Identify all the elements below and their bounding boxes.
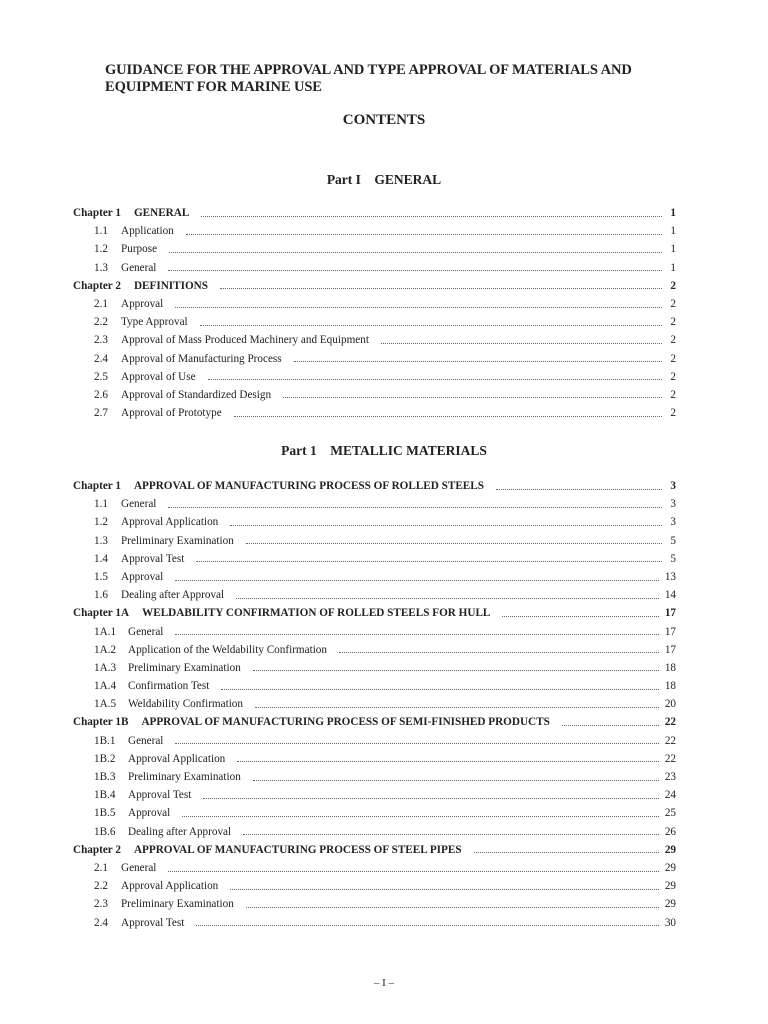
toc-entry-number: 2.2 xyxy=(94,316,108,329)
toc-entry-number: 1.2 xyxy=(94,516,108,529)
toc-entry-title: APPROVAL OF MANUFACTURING PROCESS OF STEEL PIPES xyxy=(133,843,462,856)
toc-section-entry[interactable] xyxy=(73,568,676,586)
toc-chapter-entry[interactable] xyxy=(73,604,676,622)
toc-entry-page: 18 xyxy=(664,680,676,693)
toc-entry-number: 2.2 xyxy=(94,880,108,893)
toc-dot-leader xyxy=(175,303,662,308)
toc-entry-page: 25 xyxy=(664,807,676,820)
toc-entry-title: General xyxy=(121,498,157,511)
toc-entry-number: Chapter 2 xyxy=(73,843,121,856)
toc-dot-leader xyxy=(246,539,662,544)
toc-section-entry[interactable] xyxy=(73,222,676,240)
toc-section-entry[interactable] xyxy=(73,677,676,695)
toc-section-entry[interactable] xyxy=(73,404,676,422)
toc-dot-leader xyxy=(203,794,658,799)
toc-entry-title: WELDABILITY CONFIRMATION OF ROLLED STEELS FOR HULL xyxy=(142,607,491,620)
toc-entry-page: 29 xyxy=(664,880,676,893)
toc-entry-page: 3 xyxy=(670,516,676,529)
toc-chapter-entry[interactable] xyxy=(73,277,676,295)
toc-entry-number: 1.2 xyxy=(94,243,108,256)
toc-entry-title: Approval of Standardized Design xyxy=(121,388,272,401)
toc-part-metallic xyxy=(73,477,676,932)
toc-entry-number: 1.1 xyxy=(94,225,108,238)
toc-entry-title: Approval xyxy=(128,807,171,820)
toc-dot-leader xyxy=(175,630,658,635)
toc-entry-number: 1A.4 xyxy=(94,680,117,693)
toc-entry-page: 17 xyxy=(664,607,676,620)
toc-entry-title: GENERAL xyxy=(133,207,190,219)
toc-dot-leader xyxy=(283,393,662,398)
toc-entry-title: Confirmation Test xyxy=(128,680,210,693)
toc-section-entry[interactable] xyxy=(73,623,676,641)
toc-entry-number: 2.7 xyxy=(94,407,108,420)
toc-entry-title: Approval Application xyxy=(121,516,219,529)
toc-entry-page: 1 xyxy=(670,243,676,256)
toc-dot-leader xyxy=(502,612,658,617)
toc-entry-page: 18 xyxy=(664,661,676,674)
toc-entry-page: 17 xyxy=(664,643,676,656)
toc-entry-number: 1B.2 xyxy=(94,752,116,765)
toc-entry-number: 1A.3 xyxy=(94,661,117,674)
toc-section-entry[interactable] xyxy=(73,823,676,841)
toc-section-entry[interactable] xyxy=(73,331,676,349)
toc-dot-leader xyxy=(246,903,659,908)
toc-entry-number: 1B.4 xyxy=(94,789,116,802)
toc-entry-page: 1 xyxy=(670,207,676,219)
toc-section-entry[interactable] xyxy=(73,914,676,932)
toc-dot-leader xyxy=(496,485,662,490)
toc-entry-page: 17 xyxy=(664,625,676,638)
toc-section-entry[interactable] xyxy=(73,586,676,604)
toc-entry-page: 5 xyxy=(670,552,676,565)
toc-entry-title: Approval xyxy=(121,570,164,583)
toc-entry-number: 2.5 xyxy=(94,370,108,383)
toc-section-entry[interactable] xyxy=(73,532,676,550)
toc-entry-title: Approval Application xyxy=(128,752,226,765)
toc-dot-leader xyxy=(182,812,659,817)
toc-entry-title: Preliminary Examination xyxy=(121,534,234,547)
toc-dot-leader xyxy=(253,776,659,781)
toc-section-entry[interactable] xyxy=(73,550,676,568)
toc-dot-leader xyxy=(169,248,662,253)
toc-dot-leader xyxy=(562,721,659,726)
toc-dot-leader xyxy=(474,848,659,853)
toc-entry-page: 29 xyxy=(664,861,676,874)
toc-section-entry[interactable] xyxy=(73,368,676,386)
toc-section-entry[interactable] xyxy=(73,513,676,531)
toc-entry-number: Chapter 1 xyxy=(73,480,121,492)
toc-entry-title: General xyxy=(128,625,164,638)
toc-dot-leader xyxy=(339,648,659,653)
toc-section-entry[interactable] xyxy=(73,259,676,277)
toc-entry-page: 22 xyxy=(664,716,676,729)
toc-dot-leader xyxy=(196,921,658,926)
toc-dot-leader xyxy=(243,830,659,835)
toc-dot-leader xyxy=(175,739,658,744)
toc-section-entry[interactable] xyxy=(73,804,676,822)
toc-entry-number: 1A.2 xyxy=(94,643,117,656)
toc-entry-title: General xyxy=(121,861,157,874)
toc-entry-title: Approval of Manufacturing Process xyxy=(121,352,282,365)
toc-section-entry[interactable] xyxy=(73,877,676,895)
toc-entry-page: 2 xyxy=(670,370,676,383)
toc-section-entry[interactable] xyxy=(73,495,676,513)
toc-entry-page: 2 xyxy=(670,297,676,310)
toc-entry-title: Approval Application xyxy=(121,880,219,893)
toc-entry-number: 2.1 xyxy=(94,861,108,874)
toc-entry-title: APPROVAL OF MANUFACTURING PROCESS OF SEMI-FINISHED PRODUCTS xyxy=(141,716,550,729)
toc-dot-leader xyxy=(196,557,662,562)
toc-section-entry[interactable] xyxy=(73,240,676,258)
toc-chapter-entry[interactable] xyxy=(73,713,676,731)
toc-entry-title: Application xyxy=(121,225,174,238)
toc-entry-title: Approval Test xyxy=(121,552,185,565)
toc-entry-number: 2.3 xyxy=(94,334,108,347)
toc-entry-title: Preliminary Examination xyxy=(128,771,241,783)
toc-entry-page: 2 xyxy=(670,407,676,420)
toc-entry-number: 2.1 xyxy=(94,297,108,310)
toc-entry-number: 1.5 xyxy=(94,570,108,583)
toc-dot-leader xyxy=(200,321,662,326)
toc-entry-page: 1 xyxy=(670,225,676,238)
toc-section-entry[interactable] xyxy=(73,659,676,677)
toc-entry-title: DEFINITIONS xyxy=(133,279,208,292)
toc-dot-leader xyxy=(381,339,662,344)
toc-entry-page: 2 xyxy=(670,388,676,401)
toc-entry-title: Dealing after Approval xyxy=(121,589,225,602)
toc-entry-title: APPROVAL OF MANUFACTURING PROCESS OF ROLLED STEELS xyxy=(133,480,484,492)
toc-dot-leader xyxy=(230,885,659,890)
toc-dot-leader xyxy=(201,212,662,217)
toc-entry-number: Chapter 1A xyxy=(73,607,130,620)
toc-entry-page: 29 xyxy=(664,898,676,911)
toc-dot-leader xyxy=(255,703,659,708)
toc-entry-page: 2 xyxy=(670,334,676,347)
toc-entry-title: Approval of Use xyxy=(121,370,196,383)
toc-entry-page: 22 xyxy=(664,752,676,765)
toc-entry-number: 1A.5 xyxy=(94,698,117,711)
toc-entry-page: 23 xyxy=(664,771,676,783)
toc-dot-leader xyxy=(175,576,659,581)
toc-dot-leader xyxy=(168,867,658,872)
toc-entry-title: Approval of Mass Produced Machinery and Equipment xyxy=(121,334,369,347)
toc-entry-number: 2.4 xyxy=(94,916,108,929)
document-title xyxy=(105,62,705,96)
toc-chapter-entry[interactable] xyxy=(73,204,676,222)
toc-entry-number: 1B.3 xyxy=(94,771,116,783)
toc-section-entry[interactable] xyxy=(73,695,676,713)
toc-entry-page: 30 xyxy=(664,916,676,929)
toc-entry-title: Approval Test xyxy=(121,916,185,929)
part-metallic-heading: Part 1 METALLIC MATERIALS xyxy=(281,443,487,458)
toc-entry-title: Dealing after Approval xyxy=(128,825,232,838)
toc-section-entry[interactable] xyxy=(73,768,676,786)
toc-section-entry[interactable] xyxy=(73,786,676,804)
toc-dot-leader xyxy=(253,666,659,671)
toc-entry-number: Chapter 2 xyxy=(73,279,121,292)
toc-entry-number: 1.4 xyxy=(94,552,108,565)
document-title-line-1: GUIDANCE FOR THE APPROVAL AND TYPE APPROVAL OF MATERIALS AND xyxy=(105,62,632,78)
toc-section-entry[interactable] xyxy=(73,641,676,659)
toc-entry-title: Preliminary Examination xyxy=(121,898,234,911)
toc-entry-number: Chapter 1B xyxy=(73,716,129,729)
toc-entry-page: 22 xyxy=(664,734,676,747)
part-general-heading: Part I GENERAL xyxy=(326,172,442,187)
toc-entry-page: 14 xyxy=(664,589,676,602)
toc-entry-number: 2.6 xyxy=(94,388,108,401)
toc-dot-leader xyxy=(208,375,662,380)
toc-dot-leader xyxy=(234,412,662,417)
toc-entry-number: 1B.1 xyxy=(94,734,116,747)
toc-entry-number: 1.1 xyxy=(94,498,108,511)
toc-entry-title: Type Approval xyxy=(121,316,188,329)
toc-entry-page: 13 xyxy=(664,570,676,583)
toc-entry-page: 2 xyxy=(670,279,676,292)
toc-entry-title: Purpose xyxy=(121,243,158,256)
toc-chapter-entry[interactable] xyxy=(73,477,676,495)
toc-entry-page: 24 xyxy=(664,789,676,802)
toc-dot-leader xyxy=(236,594,659,599)
toc-dot-leader xyxy=(294,357,662,362)
toc-dot-leader xyxy=(220,284,662,289)
page-number-footer: – I – xyxy=(373,977,395,989)
toc-dot-leader xyxy=(237,757,659,762)
toc-entry-title: General xyxy=(128,734,164,747)
toc-dot-leader xyxy=(168,266,662,271)
toc-dot-leader xyxy=(186,230,662,235)
toc-section-entry[interactable] xyxy=(73,732,676,750)
toc-entry-title: Approval Test xyxy=(128,789,192,802)
toc-entry-number: 1.6 xyxy=(94,589,108,602)
toc-entry-number: 1B.6 xyxy=(94,825,116,838)
toc-entry-number: 1.3 xyxy=(94,261,108,274)
toc-section-entry[interactable] xyxy=(73,386,676,404)
toc-entry-number: 1B.5 xyxy=(94,807,116,820)
toc-dot-leader xyxy=(221,685,658,690)
toc-entry-title: Approval xyxy=(121,297,164,310)
toc-entry-page: 3 xyxy=(670,498,676,511)
toc-dot-leader xyxy=(168,503,662,508)
toc-entry-page: 20 xyxy=(664,698,676,711)
toc-section-entry[interactable] xyxy=(73,295,676,313)
toc-entry-title: General xyxy=(121,261,157,274)
toc-entry-number: 1A.1 xyxy=(94,625,117,638)
toc-entry-page: 2 xyxy=(670,352,676,365)
toc-entry-page: 2 xyxy=(670,316,676,329)
toc-entry-title: Weldability Confirmation xyxy=(128,698,243,711)
document-title-line-2: EQUIPMENT FOR MARINE USE xyxy=(105,79,322,95)
toc-section-entry[interactable] xyxy=(73,750,676,768)
toc-entry-page: 26 xyxy=(664,825,676,838)
toc-entry-page: 5 xyxy=(670,534,676,547)
toc-entry-page: 3 xyxy=(670,480,676,492)
toc-section-entry[interactable] xyxy=(73,895,676,913)
toc-dot-leader xyxy=(230,521,662,526)
toc-entry-page: 1 xyxy=(670,261,676,274)
toc-entry-title: Application of the Weldability Confirmation xyxy=(128,643,327,656)
toc-section-entry[interactable] xyxy=(73,859,676,877)
toc-entry-title: Approval of Prototype xyxy=(121,407,222,420)
toc-entry-title: Preliminary Examination xyxy=(128,661,241,674)
toc-entry-number: 2.4 xyxy=(94,352,108,365)
toc-section-entry[interactable] xyxy=(73,350,676,368)
toc-entry-number: Chapter 1 xyxy=(73,207,121,219)
contents-heading: CONTENTS xyxy=(342,112,426,128)
toc-entry-number: 1.3 xyxy=(94,534,108,547)
toc-chapter-entry[interactable] xyxy=(73,841,676,859)
toc-entry-page: 29 xyxy=(664,843,676,856)
toc-section-entry[interactable] xyxy=(73,313,676,331)
toc-part-general xyxy=(73,204,676,422)
toc-entry-number: 2.3 xyxy=(94,898,108,911)
